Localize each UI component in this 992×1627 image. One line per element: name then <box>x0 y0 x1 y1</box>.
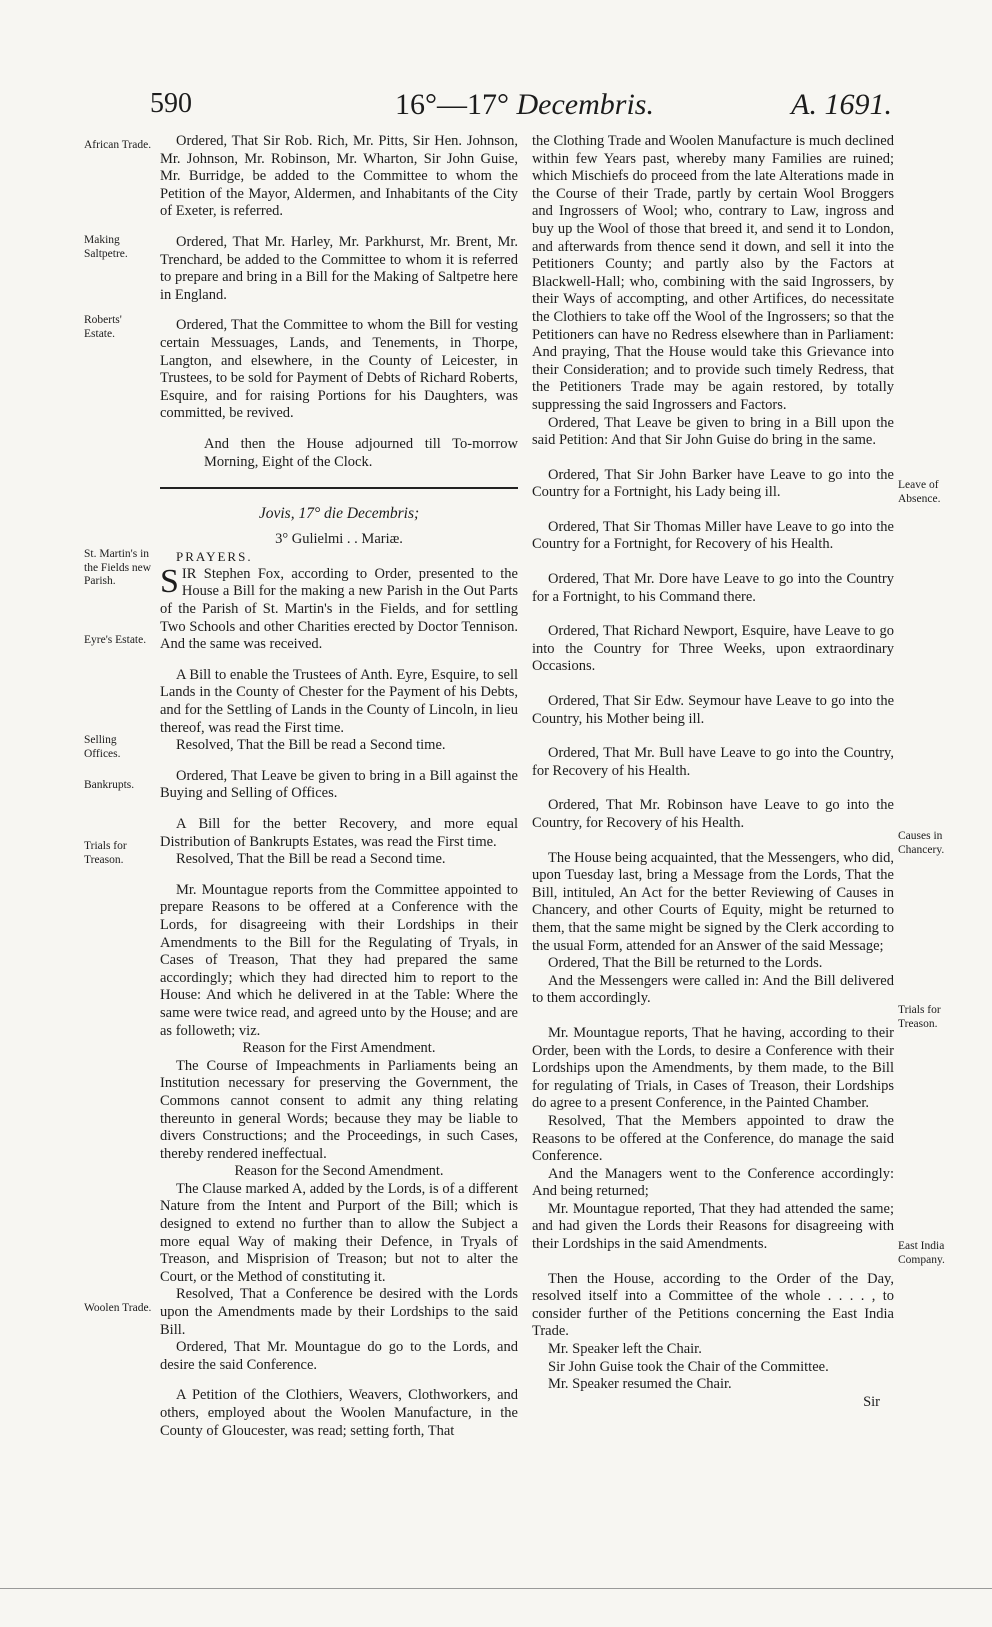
margin-note: Eyre's Estate. <box>84 634 147 646</box>
section-divider <box>160 487 518 489</box>
paragraph: Ordered, That Sir Edw. Seymour have Leave to go into the Country, his Mother being ill. <box>532 693 894 727</box>
catchword: Sir <box>863 1393 880 1410</box>
margin-note: Causes in Chancery. <box>898 830 945 856</box>
paragraph: A Petition of the Clothiers, Weavers, Clothworkers, and others, employed about the Woolen Manufacture, in the County of Gloucester, was read; setting forth, That <box>160 1387 518 1439</box>
paragraph: A Bill to enable the Trustees of Anth. Eyre, Esquire, to sell Lands in the County of Chester for the Payment of his Debts, and for the Settling of Lands in the County of Lincoln, in lieu thereof, was read the First time. <box>160 666 518 736</box>
paragraph: Ordered, That Leave be given to bring in a Bill against the Buying and Selling of Offices. <box>160 767 518 802</box>
margin-note: Leave of Absence. <box>898 479 941 505</box>
paragraph: Ordered, That Mr. Harley, Mr. Parkhurst, Mr. Brent, Mr. Trenchard, be added to the Committee to whom it is referred to prepare and bring in a Bill for the Making of Saltpetre here in England. <box>160 233 518 303</box>
reason-heading: Reason for the First Amendment. <box>242 1040 436 1057</box>
paragraph: Resolved, That the Bill be read a Second time. <box>176 851 446 868</box>
paragraph: Resolved, That the Bill be read a Second time. <box>176 737 446 754</box>
paragraph: Ordered, That Sir John Barker have Leave to go into the Country for a Fortnight, his Lady being ill. <box>532 466 894 501</box>
paragraph: Sir John Guise took the Chair of the Committee. <box>548 1358 829 1375</box>
left-column <box>160 133 518 1440</box>
margin-note: Trials for Treason. <box>84 840 127 866</box>
drop-cap: S <box>160 562 179 600</box>
bottom-edge-rule <box>0 1588 992 1589</box>
header-year: A. 1691. <box>791 88 892 121</box>
header-day: 16°—17° <box>395 88 517 121</box>
page-number: 590 <box>150 88 192 119</box>
paragraph: And the Managers went to the Conference accordingly: And being returned; <box>532 1165 894 1200</box>
paragraph: Ordered, That Sir Thomas Miller have Leave to go into the Country for a Fortnight, for Recovery of his Health. <box>532 518 894 553</box>
regnal-year: 3° Gulielmi . . Mariæ. <box>275 530 403 547</box>
day-heading: Jovis, 17° die Decembris; <box>258 505 420 523</box>
margin-note: St. Martin's in the Fields new Parish. <box>84 548 152 587</box>
paragraph: A Bill for the better Recovery, and more equal Distribution of Bankrupts Estates, was read the First time. <box>160 816 518 850</box>
margin-note: Roberts' Estate. <box>84 314 122 340</box>
paragraph: The Clause marked A, added by the Lords, is of a different Nature from the Intent and Purport of the Bill; which is designed to extend no further than to allow the Subject a more equal Way of making their Defence, in Tryals of Treason, and Misprision of Treason; but not to alter the Court, or the Method of constituting it. <box>160 1180 518 1285</box>
margin-note: Selling Offices. <box>84 734 121 760</box>
paragraph: And the Messengers were called in: And the Bill delivered to them accordingly. <box>532 972 894 1007</box>
right-column <box>532 133 894 1411</box>
paragraph: Then the House, according to the Order of the Day, resolved itself into a Committee of the whole . . . . , to consider further of the Petitions concerning the East India Trade. <box>532 1270 894 1340</box>
margin-note: Making Saltpetre. <box>84 234 128 260</box>
page-header <box>150 84 892 120</box>
paragraph: Ordered, That Mr. Robinson have Leave to go into the Country, for Recovery of his Health. <box>532 797 894 831</box>
paragraph: Mr. Speaker left the Chair. <box>548 1341 702 1358</box>
paragraph: Ordered, That Richard Newport, Esquire, have Leave to go into the Country for Three Weeks, upon extraordinary Occasions. <box>532 623 894 675</box>
margin-note: African Trade. <box>84 139 152 151</box>
margin-note: Trials for Treason. <box>898 1004 941 1030</box>
margin-note: Bankrupts. <box>84 779 135 791</box>
paragraph: Mr. Mountague reported, That they had attended the same; and had given the Lords their Reasons for disagreeing with their Lordships in the said Amendments. <box>532 1200 894 1253</box>
paragraph-text: IR Stephen Fox, according to Order, presented to the House a Bill for the making a new Parish in the Out Parts of the Parish of St. Martin's in the Fields, and for settling Two Schools and other Charities erected by Doctor Tennison. And the same was received. <box>160 565 518 653</box>
adjournment: And then the House adjourned till To-morrow Morning, Eight of the Clock. <box>204 435 518 470</box>
paragraph: Ordered, That Leave be given to bring in a Bill upon the said Petition: And that Sir John Guise do bring in the same. <box>532 414 894 449</box>
paragraph: Mr. Mountague reports from the Committee appointed to prepare Reasons to be offered at a Conference with the Lords, for disagreeing with their Lordships in their Amendments to the Bill for the Regulating of Tryals, in Cases of Treason, That they had prepared the same accordingly; which they had directed him to report to the House: And which he delivered in at the Table: Where the same were twice read, and agreed unto by the House; and are as followeth; viz. <box>160 881 518 1039</box>
paragraph: Ordered, That Mr. Bull have Leave to go into the Country, for Recovery of his Health. <box>532 745 894 779</box>
paragraph: Resolved, That the Members appointed to draw the Reasons to be offered at the Conference, do manage the said Conference. <box>532 1112 894 1165</box>
margin-note: East India Company. <box>898 1240 945 1266</box>
paragraph <box>160 562 518 654</box>
header-month: Decembris. <box>516 88 654 121</box>
paragraph: Ordered, That Sir Rob. Rich, Mr. Pitts, Sir Hen. Johnson, Mr. Johnson, Mr. Robinson, Mr. Wharton, Sir John Guise, Mr. Burridge, be added to the Committee to whom the Petition of the Mayor, Aldermen, and Inhabitants of the City of Exeter, is referred. <box>160 133 518 220</box>
paragraph: Ordered, That Mr. Mountague do go to the Lords, and desire the said Conference. <box>160 1339 518 1373</box>
paragraph: The Course of Impeachments in Parliaments being an Institution necessary for preserving the Government, the Commons cannot consent to admit any thing relating thereunto in general Words; because they may be liable to divers Constructions; and the Proceedings, in such Cases, thereby rendered ineffectual. <box>160 1057 518 1162</box>
paragraph: Ordered, That the Bill be returned to the Lords. <box>548 955 823 972</box>
paragraph: Ordered, That the Committee to whom the Bill for vesting certain Messuages, Lands, and Tenements, in Thorpe, Langton, and elsewhere, in the County of Leicester, in Trustees, to be sold for Payment of Debts of Richard Roberts, Esquire, and for raising Portions for his Daughters, was committed, be revived. <box>160 317 518 422</box>
prayers-heading: PRAYERS. <box>176 549 253 565</box>
paragraph: Resolved, That a Conference be desired with the Lords upon the Amendments made by their Lordships to the said Bill. <box>160 1286 518 1338</box>
paragraph: Mr. Speaker resumed the Chair. <box>548 1376 732 1393</box>
header-date <box>395 88 654 122</box>
paragraph: Ordered, That Mr. Dore have Leave to go into the Country for a Fortnight, to his Command there. <box>532 571 894 605</box>
paragraph: the Clothing Trade and Woolen Manufacture is much declined within few Years past, whereby many Families are ruined; which Mischiefs do proceed from the late Alterations made in the Course of their Trade, partly by certain Wool Broggers and Ingrossers of Wool; who, contrary to Law, ingross and buy up the Wool of those that breed it, and send it to London, and afterwards from thence send it down, and sell it into the Petitioners County; and partly also by the Factors at Blackwell-Hall; who, combining with the said Ingrossers, by their Ways of accompting, and other Artifices, do necessitate the Clothiers to take off the Wool of the Ingrossers; so that the Petitioners can have no Redress elsewhere than in Parliament: And praying, That the House would take this Grievance into their Consideration; and to provide such timely Redress, that the Petitioners Trade may be again restored, by totally suppressing the said Ingrossers and Factors. <box>532 133 894 413</box>
paragraph: Mr. Mountague reports, That he having, according to their Order, been with the Lords, to desire a Conference with their Lordships upon the Amendments, by them made, to the Bill for regulating of Trials, in Cases of Treason, their Lordships do agree to a present Conference, in the Painted Chamber. <box>532 1024 894 1112</box>
paragraph: The House being acquainted, that the Messengers, who did, upon Tuesday last, bring a Message from the Lords, That the Bill, intituled, An Act for the better Reviewing of Causes in Chancery, and other Courts of Equity, might be returned to them, that the same might be signed by the Clerk according to the usual Form, attended for an Answer of the said Message; <box>532 849 894 954</box>
margin-note: Woolen Trade. <box>84 1302 152 1314</box>
reason-heading: Reason for the Second Amendment. <box>234 1163 444 1180</box>
